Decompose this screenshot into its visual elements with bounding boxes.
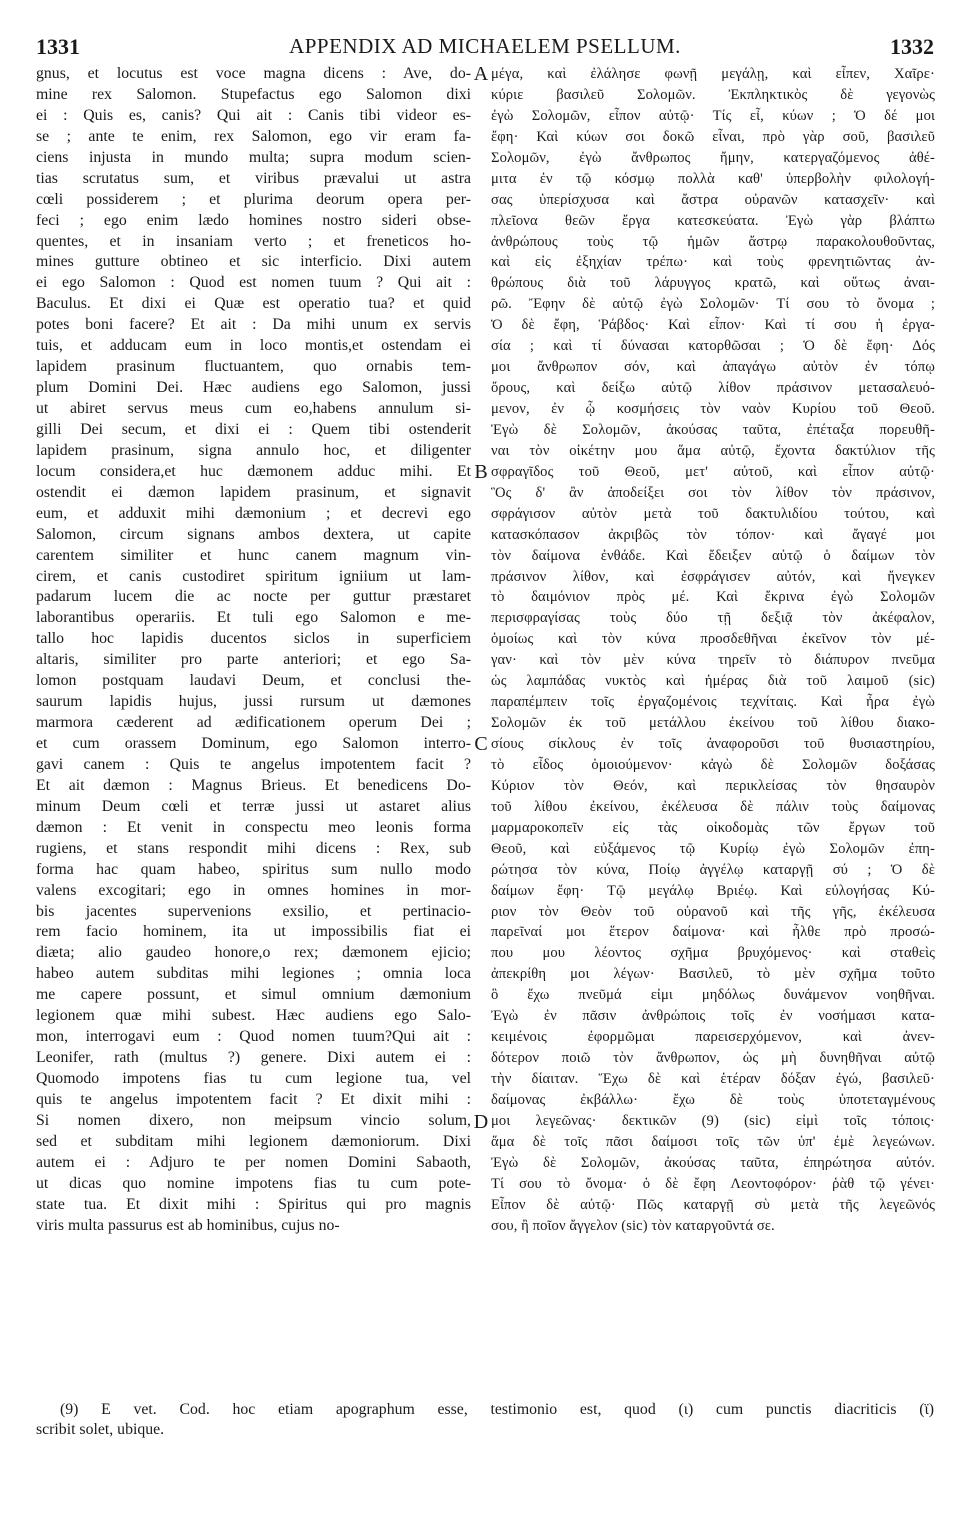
latin-text-line: ei : Quis es, canis? Qui ait : Canis tibi videor es- <box>36 106 471 124</box>
latin-text-line: tias scrutatus sum, et viribus prævalui ut astra <box>36 169 471 187</box>
page-number-left: 1331 <box>36 34 80 59</box>
latin-text-line: quentes, et in insaniam verto ; et freneticos ho- <box>36 232 471 250</box>
latin-text-line: Leonifer, rath (multus ?) genere. Dixi autem ei : <box>36 1049 471 1067</box>
greek-text-line: Σολομῶν ἐκ τοῦ μετάλλου ἐκείνου τοῦ λίθου διακο- <box>491 715 935 732</box>
latin-text-line: dæmon : Et venit in conspectu meo leonis forma <box>36 818 471 836</box>
latin-text-line: diæta; alio gaudeo honore,o rex; dæmonem ejicio; <box>36 944 471 962</box>
greek-text-line: ρῶ. Ἔφην δὲ αὐτῷ ἐγὼ Σολομῶν· Τί σου τὸ ὄνομα ; <box>491 296 935 313</box>
greek-text-line: ἀνθρώπους τοὺς τῷ ἡμῶν ἄστρῳ παρακολουθοῦντας, <box>491 233 935 250</box>
page-header <box>36 34 934 64</box>
latin-text-line: me capere possunt, et simul omnium dæmonium <box>36 986 471 1004</box>
latin-text-line: ciens injusta in mundo multa; supra modum scien- <box>36 148 471 166</box>
latin-text-line: Quomodo impotens fias tu cum legione tua, vel <box>36 1070 471 1087</box>
latin-text-line: saurum lapidis hujus, jussi rursum ut dæmones <box>36 693 471 711</box>
greek-text-line: ὄρους, καὶ δείξω αὐτῷ λίθον πράσινον μετασαλευό- <box>491 380 935 397</box>
latin-text-line: locum considera,et huc dæmonem adduc mihi. Et <box>36 462 471 480</box>
latin-text-line: rem facio hominem, ita ut impossibilis fiat ei <box>36 923 471 941</box>
latin-text-line: autem ei : Adjuro te per nomen Domini Sabaoth, <box>36 1153 471 1171</box>
latin-text-line: eum, et adduxit mihi dæmonium ; et decrevi ego <box>36 504 471 522</box>
greek-text-line: Ἐγὼ δὲ Σολομῶν, ἀκούσας ταῦτα, ἐπηρώτησα αὐτόν. <box>491 1154 935 1171</box>
latin-text-line: feci ; ego enim lædo homines nostro sideri obse- <box>36 211 471 229</box>
margin-letter-marker: A <box>473 63 489 85</box>
latin-text-line: Et ait dæmon : Magnus Brieus. Et benedicens Do- <box>36 776 471 794</box>
greek-text-line: παραπέμπειν τοῖς ἐργαζομένοις τεχνίταις. Καὶ ἦρα ἐγὼ <box>491 694 935 711</box>
greek-text-line: τὸν δαίμονα ἐνθάδε. Καὶ ἔδειξεν αὐτῷ ὁ δαίμων τὸν <box>491 547 935 564</box>
latin-text-line: habeo autem subditas mihi legiones ; omnia loca <box>36 965 471 983</box>
latin-text-line: gilli Dei secum, et dixi ei : Quem tibi ostenderit <box>36 420 471 438</box>
greek-text-line: γαν· καὶ τὸν μὲν κύνα τηρεῖν τὸ διάπυρον πνεῦμα <box>491 652 935 669</box>
greek-text-line: ὁμοίως καὶ τὸν κύνα προσδεθῆναι ἐκεῖνον τὸν μέ- <box>491 631 935 648</box>
greek-text-line: σφράγισον αὐτὸν μετὰ τοῦ δακτυλιδίου τούτου, καὶ <box>491 505 935 522</box>
latin-text-line: sed et subditam mihi legionem dæmoniorum. Dixi <box>36 1132 471 1150</box>
latin-text-line: potes boni facere? Et ait : Da mihi unum ex servis <box>36 316 471 334</box>
greek-text-line: ρώτησα τὸν κύνα, Ποίῳ ἀγγέλῳ καταργῇ σύ ; Ὁ δὲ <box>491 861 935 878</box>
footnote <box>36 1400 934 1440</box>
greek-text-line: ἐγὼ Σολομῶν, εἶπον αὐτῷ· Τίς εἶ, κύων ; Ὁ δέ μοι <box>491 107 935 124</box>
greek-text-line: κειμένοις ἐφορμῶμαι παρεισερχόμενον, καὶ ἀνεν- <box>491 1029 935 1046</box>
greek-text-line: σας ὑπερίσχυσα καὶ ἄστρα οὐρανῶν κατασχεῖν· καὶ <box>491 191 935 208</box>
latin-text-line: forma hac quam habeo, spiritus sum nullo modo <box>36 860 471 878</box>
latin-text-line: et cum orassem Dominum, ego Salomon interro- <box>36 735 471 752</box>
latin-text-line: lapidem prasinum, signa annulo hoc, et diligenter <box>36 441 471 459</box>
latin-text-line: cirem, et canis custodiret spiritum igniium ut lam- <box>36 567 471 585</box>
greek-text-line: Ὁ δὲ ἔφη, Ῥάβδος· Καὶ εἶπον· Καὶ τί σου ἡ ἐργα- <box>491 317 935 334</box>
greek-text-line: θρώπους διὰ τοῦ λάρυγγος κρατῶ, καὶ οὕτως ἀναι- <box>491 275 935 292</box>
latin-column <box>36 64 471 1237</box>
greek-text-line: δότερον ποιῶ τὸν ἄνθρωπον, ὡς μὴ δυνηθῆναι αὐτῷ <box>491 1050 935 1067</box>
latin-text-line: mine rex Salomon. Stupefactus ego Salomon dixi <box>36 85 471 103</box>
greek-text-line: Ὃς δ' ἂν ἀποδείξει σοι τὸν λίθον τὸν πράσινον, <box>491 484 935 501</box>
latin-text-line: ut abiret servus meus cum eo,habens annulum si- <box>36 400 471 417</box>
latin-text-line: ei ego Salomon : Quod est nomen tuum ? Qui ait : <box>36 274 471 292</box>
greek-text-line: πλεῖονα θεῶν ἔργα κατεσκεύατα. Ἐγὼ γὰρ βλάπτω <box>491 212 935 229</box>
greek-text-line: τὴν δίαιταν. Ἔχω δὲ καὶ ἑτέραν δόξαν ἐγώ, βασιλεῦ· <box>491 1071 935 1087</box>
greek-text-line: μέγα, καὶ ἐλάλησε φωνῇ μεγάλῃ, καὶ εἶπεν, Χαῖρε· <box>491 66 935 82</box>
greek-text-line: δαίμων ἔφη· Τῷ μεγάλῳ Βριέῳ. Καὶ εὐλογήσας Κύ- <box>491 882 935 899</box>
margin-letter-marker: D <box>473 1110 489 1133</box>
greek-text-line: μενον, ἐν ᾧ κοσμήσεις τὸν ναὸν Κυρίου τοῦ Θεοῦ. <box>491 401 935 417</box>
greek-text-line: περισφραγίσας τοὺς δύο τῇ δεξιᾷ τὸν ἀκέφαλον, <box>491 610 935 627</box>
greek-text-line: ναι τὸν οἰκέτην μου ἅμα αὐτῷ, ἔχοντα δακτύλιον τῆς <box>491 442 935 459</box>
greek-text-line: Θεοῦ, καὶ εὐξάμενος τῷ Κυρίῳ ἐγὼ Σολομῶν ἐπη- <box>491 840 935 857</box>
latin-text-line: mon, interrogavi eum : Quod nomen tuum?Qui ait : <box>36 1028 471 1046</box>
greek-text-line: Ἐγὼ δὲ Σολομῶν, ἀκούσας ταῦτα, ἐπέταξα πορευθῆ- <box>491 421 935 438</box>
latin-text-line: Si nomen dixero, non meipsum vincio solum, <box>36 1111 471 1129</box>
latin-text-line: legionem quæ mihi subest. Hæc audiens ego Salo- <box>36 1007 471 1025</box>
greek-text-line: κύριε βασιλεῦ Σολομῶν. Ἐκπληκτικὸς δὲ γεγονὼς <box>491 86 935 103</box>
greek-text-line: ἀπεκρίθη μοι λέγων· Βασιλεῦ, τὸ μὲν σχῆμα τοῦτο <box>491 966 935 983</box>
greek-text-line: μιτα ἐν τῷ κόσμῳ πολλὰ καθ' ὑπερβολὴν φιλολογή- <box>491 170 935 187</box>
latin-text-line: laborantibus operariis. Et tuli ego Salomon e me- <box>36 609 471 627</box>
greek-text-line: σου, ἢ ποῖον ἄγγελον (sic) τὸν καταργοῦντά σε. <box>491 1217 775 1234</box>
greek-text-line: σφραγῖδος τοῦ Θεοῦ, μετ' αὐτοῦ, καὶ εἶπον αὐτῷ· <box>491 463 935 480</box>
greek-text-line: Τί σου τὸ ὄνομα· ὁ δὲ ἔφη Λεοντοφόρον· ῥὰθ τῷ γένει· <box>491 1175 935 1192</box>
footnote-line: scribit solet, ubique. <box>36 1421 165 1438</box>
latin-text-line: tuis, et adducam eum in loco montis,et ostendam ei <box>36 337 471 355</box>
latin-text-line: mines gutture obtineo et sic interficio. Dixi autem <box>36 253 471 271</box>
latin-text-line: viris multa passurus est ab hominibus, cujus no- <box>36 1216 340 1234</box>
latin-text-line: lapidem prasinum fluctuantem, quo ornabis tem- <box>36 358 471 376</box>
latin-text-line: rugiens, et stans respondit mihi dicens : Rex, sub <box>36 839 471 857</box>
latin-text-line: gavi canem : Quis te angelus impotentem facit ? <box>36 755 471 773</box>
latin-text-line: ostendit ei dæmon lapidem prasinum, et signavit <box>36 483 471 501</box>
latin-text-line: lomon postquam laudavi Deum, et conclusi the- <box>36 672 471 690</box>
greek-text-line: Κύριον τὸν Θεόν, καὶ περικλείσας τὸν θησαυρὸν <box>491 777 935 794</box>
greek-text-line: ριον τὸν Θεὸν τοῦ οὐρανοῦ καὶ τῆς γῆς, ἐκέλευσα <box>491 903 935 920</box>
greek-text-line: σίους σίκλους ἐν τοῖς ἀναφοροῦσι τοῦ θυσιαστηρίου, <box>491 736 935 752</box>
latin-text-line: ut dicas quo nomine impotens fias tu cum pote- <box>36 1174 471 1192</box>
greek-text-line: τὸ εἶδος ὁμοιούμενον· κἀγὼ δὲ Σολομῶν δοξάσας <box>491 756 935 773</box>
latin-text-line: padarum lucem die ac nocte per guttur præstaret <box>36 588 471 606</box>
greek-text-line: παρεῖναί μοι ἕτερον δαίμονα· καὶ ἦλθε πρὸ προσώ- <box>491 924 935 941</box>
latin-text-line: gnus, et locutus est voce magna dicens : Ave, do- <box>36 65 471 82</box>
latin-text-line: carentem similiter et hunc canem magnum vin- <box>36 546 471 564</box>
latin-text-line: state tua. Et dixit mihi : Spiritus qui pro magnis <box>36 1195 471 1213</box>
latin-text-line: cœli possiderem ; et plurima deorum opera per- <box>36 190 471 208</box>
greek-text-line: τὸ δαιμόνιον πρὸς μέ. Καὶ ἔκρινα ἐγὼ Σολομῶν <box>491 589 935 606</box>
margin-letter-marker: B <box>474 461 488 484</box>
latin-text-line: plum Domini Dei. Hæc audiens ego Salomon, jussi <box>36 379 471 397</box>
latin-text-line: bis jacentes supervenions exsilio, et pertinacio- <box>36 902 471 920</box>
running-title: APPENDIX AD MICHAELEM PSELLUM. <box>289 34 681 58</box>
greek-text-line: δαίμονας ἐκβάλλω· ἔχω δὲ τοὺς ὑποτεταγμένους <box>491 1091 935 1108</box>
latin-text-line: quis te angelus impotentem facit ? Et dixit mihi : <box>36 1090 471 1108</box>
greek-text-line: Ἐγὼ ἐν πᾶσιν ἀνθρώποις τοῖς ἐν νοσήμασι κατα- <box>491 1008 935 1025</box>
latin-text-line: marmora cæderent ad ædificationem operum Dei ; <box>36 714 471 732</box>
greek-text-line: μοι ἄνθρωπον σόν, καὶ ἀπαγάγω αὐτὸν ἐν τόπῳ <box>491 359 935 376</box>
latin-text-line: minum Deum cœli et terræ jussi ut astaret alius <box>36 797 471 815</box>
greek-text-line: πράσινον λίθον, καὶ ἐσφράγισεν αὐτόν, καὶ ἤνεγκεν <box>491 568 935 585</box>
greek-text-line: τοῦ λίθου ἐκείνου, ἐκέλευσα δὲ πάλιν τοὺς δαίμονας <box>491 798 935 815</box>
margin-letter-marker: C <box>474 733 488 756</box>
latin-text-line: se ; ante te enim, rex Salomon, ego vir eram fa- <box>36 127 471 145</box>
latin-text-line: altaris, similiter pro parte anteriori; et ego Sa- <box>36 651 471 669</box>
latin-text-line: tallo hoc lapidis ducentos siclos in superficiem <box>36 630 471 648</box>
greek-text-line: ἅμα δὲ τοῖς πᾶσι δαίμοσι τοῖς τῶν ὑπ' ἐμὲ λεγεώνων. <box>491 1133 935 1150</box>
greek-text-line: μοι λεγεῶνας· δεκτικῶν (9) (sic) εἰμὶ τοῖς τόποις· <box>491 1112 935 1129</box>
greek-text-line: κατασκόπασον ἀκριβῶς τὸν τόπον· καὶ ἄγαγέ μοι <box>491 526 935 543</box>
greek-text-line: Εἶπον δὲ αὐτῷ· Πῶς καταργῇ σὺ μετὰ τῆς λεγεῶνός <box>491 1196 935 1213</box>
footnote-line: (9) E vet. Cod. hoc etiam apographum esse, testimonio est, quod (ι) cum punctis diacriticis (ϊ) <box>60 1401 934 1418</box>
latin-text-line: valens excogitari; ego in omnes homines in mor- <box>36 881 471 899</box>
greek-text-line: ὡς λαμπάδας νυκτὸς καὶ ἡμέρας διὰ τοῦ λαιμοῦ (sic) <box>491 673 935 690</box>
page-number-right: 1332 <box>890 34 934 59</box>
greek-text-line: σία ; καὶ τί δύνασαι κατορθῶσαι ; Ὁ δὲ ἔφη· Δός <box>491 338 935 355</box>
greek-text-line: ἔφη· Καὶ κύων σοι δοκῶ εἶναι, πρὸ γὰρ σοῦ, βασιλεῦ <box>491 128 935 145</box>
greek-column <box>491 64 935 1237</box>
latin-text-line: Salomon, circum signans ambos dextera, ut capite <box>36 525 471 543</box>
latin-text-line: Baculus. Et dixi ei Quæ est operatio tua? et quid <box>36 295 471 313</box>
greek-text-line: που μου λέοντος σχῆμα βρυχόμενος· καὶ σταθεὶς <box>491 945 935 962</box>
greek-text-line: Σολομῶν, ἐγὼ ἄνθρωπος ἤμην, κατεργαζόμενος ἀθέ- <box>491 149 935 166</box>
greek-text-line: ὃ ἔχω πνεῦμά εἰμι μηδόλως δυνάμενον νοηθῆναι. <box>491 987 935 1004</box>
greek-text-line: μαρμαροκοπεῖν εἰς τὰς οἰκοδομὰς τῶν ἔργων τοῦ <box>491 819 935 836</box>
greek-text-line: καὶ εἰς ἐξηχίαν τρέπω· καὶ τοὺς φρενητιῶντας ἀν- <box>491 254 935 271</box>
